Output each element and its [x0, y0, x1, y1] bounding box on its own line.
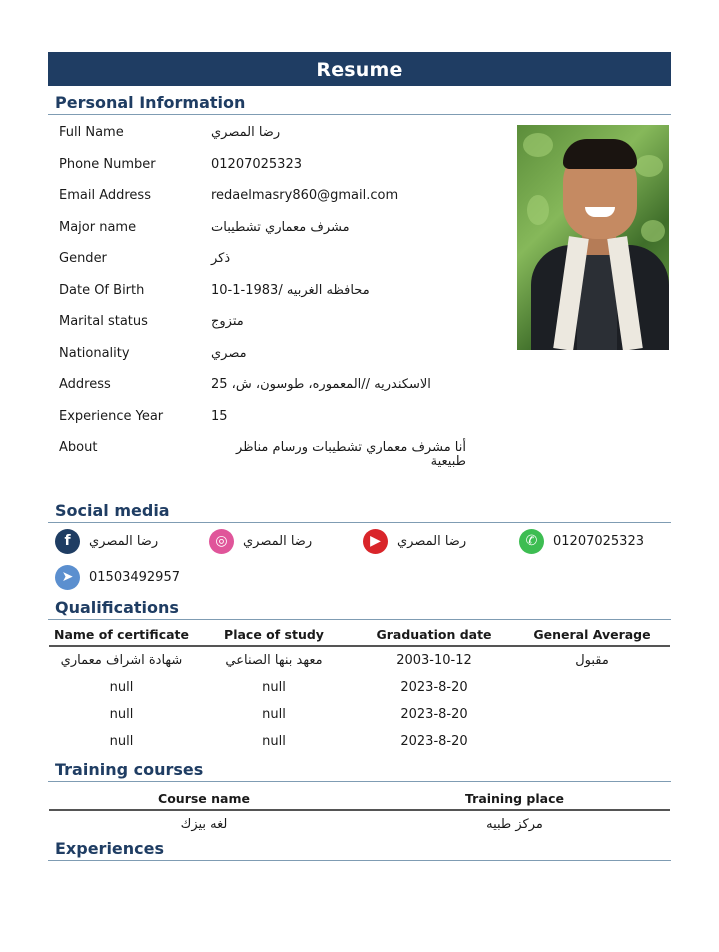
youtube-icon: ▶: [363, 529, 388, 554]
qualifications-heading: Qualifications: [48, 597, 671, 620]
resume-page: [48, 52, 671, 861]
social-media-section: [48, 523, 671, 597]
social-text: رضا المصري: [397, 534, 467, 549]
column-header: General Average: [514, 623, 670, 646]
table-cell: لغه بيزك: [180, 817, 228, 832]
info-value: 01207025323: [211, 157, 302, 172]
info-value: محافظه الغربيه /1983-1-10: [211, 283, 370, 298]
social-text: 01207025323: [553, 534, 644, 549]
info-label: Marital status: [59, 314, 148, 329]
info-label: Address: [59, 377, 111, 392]
table-cell: null: [262, 680, 286, 695]
table-cell: [514, 728, 670, 755]
info-label: Email Address: [59, 188, 151, 203]
info-label: Date Of Birth: [59, 283, 145, 298]
table-cell: [514, 701, 670, 728]
table-cell: null: [109, 734, 134, 749]
instagram-icon: ◎: [209, 529, 234, 554]
info-value: مشرف معماري تشطيبات: [211, 220, 350, 235]
table-cell: مركز طبيه: [486, 817, 543, 832]
experiences-heading: Experiences: [48, 838, 671, 861]
info-value: رضا المصري: [211, 125, 281, 140]
personal-info-heading: Personal Information: [48, 92, 671, 115]
info-label: About: [59, 440, 98, 455]
table-cell: null: [262, 734, 286, 749]
facebook-icon: f: [55, 529, 80, 554]
info-value: ذكر: [211, 251, 231, 266]
social-media-heading: Social media: [48, 500, 671, 523]
training-courses-table: [49, 787, 670, 838]
table-cell: null: [109, 680, 134, 695]
table-cell: null: [109, 707, 134, 722]
info-value: 15: [211, 409, 228, 424]
table-cell: 2023-8-20: [400, 680, 468, 695]
table-row: [49, 674, 670, 701]
social-text: رضا المصري: [243, 534, 313, 549]
table-cell: 2023-8-20: [400, 734, 468, 749]
info-label: Phone Number: [59, 157, 156, 172]
table-cell: شهادة اشراف معماري: [60, 653, 183, 668]
column-header: Graduation date: [354, 623, 514, 646]
profile-photo: [517, 125, 669, 350]
column-header: Training place: [359, 787, 670, 810]
telegram-icon: ➤: [55, 565, 80, 590]
info-label: Nationality: [59, 346, 130, 361]
table-row: [49, 810, 670, 838]
social-text: رضا المصري: [89, 534, 159, 549]
personal-info-section: [48, 115, 671, 500]
info-label: Experience Year: [59, 409, 164, 424]
resume-title: Resume: [48, 52, 671, 86]
table-cell: 2003-10-12: [396, 653, 472, 668]
table-row: [49, 646, 670, 674]
training-courses-heading: Training courses: [48, 759, 671, 782]
table-cell: [514, 674, 670, 701]
table-header-row: [49, 623, 670, 646]
table-cell: مقبول: [575, 653, 609, 668]
table-row: [49, 701, 670, 728]
column-header: Course name: [49, 787, 359, 810]
info-label: Major name: [59, 220, 137, 235]
social-text: 01503492957: [89, 570, 180, 585]
table-cell: معهد بنها الصناعي: [225, 653, 323, 668]
info-value: أنا مشرف معماري تشطيبات ورسام مناظر طبيعية: [236, 440, 466, 469]
table-cell: null: [262, 707, 286, 722]
info-label: Gender: [59, 251, 107, 266]
column-header: Place of study: [194, 623, 354, 646]
info-value: redaelmasry860@gmail.com: [211, 188, 399, 203]
qualifications-table: [49, 623, 670, 755]
info-value: متزوج: [211, 314, 244, 329]
table-cell: 2023-8-20: [400, 707, 468, 722]
info-label: Full Name: [59, 125, 124, 140]
info-value: مصري: [211, 346, 247, 361]
info-value: الاسكندريه //المعموره، طوسون، ش، 25: [211, 377, 431, 392]
table-header-row: [49, 787, 670, 810]
whatsapp-icon: ✆: [519, 529, 544, 554]
column-header: Name of certificate: [49, 623, 194, 646]
table-row: [49, 728, 670, 755]
